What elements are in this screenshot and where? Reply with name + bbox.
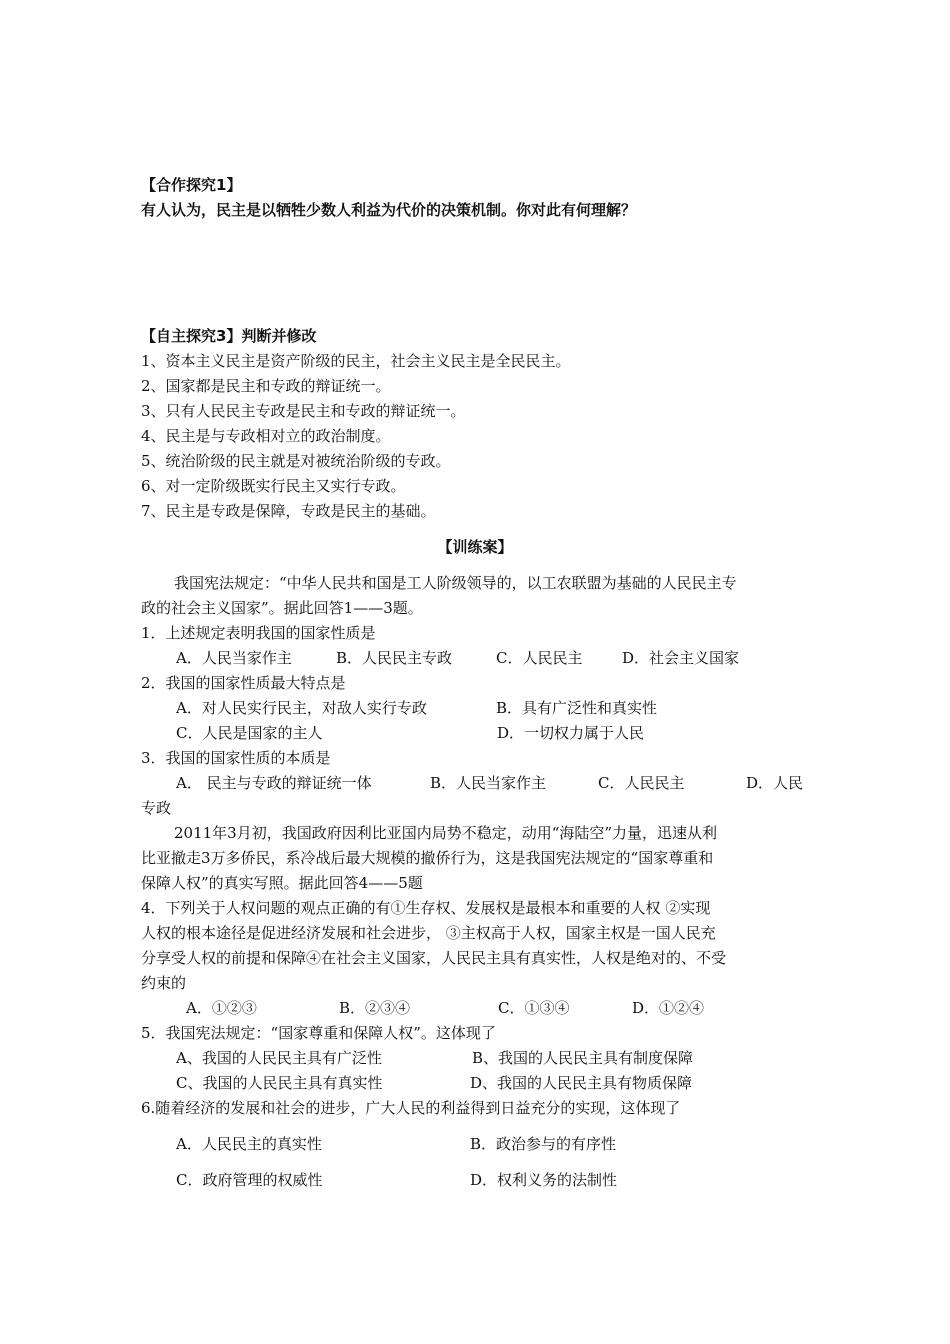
q4-stem-line: 约束的	[141, 974, 187, 992]
q6-stem: 6.随着经济的发展和社会的进步，广大人民的利益得到日益充分的实现，这体现了	[141, 1099, 681, 1117]
q1-option-a: A．人民当家作主	[176, 649, 292, 667]
self-heading: 【自主探究3】判断并修改	[141, 327, 317, 345]
q4-stem-line: 4．下列关于人权问题的观点正确的有①生存权、发展权是最根本和重要的人权 ②实现	[141, 899, 711, 917]
q2-option-d: D．一切权力属于人民	[497, 724, 645, 742]
q2-option-a: A．对人民实行民主，对敌人实行专政	[176, 699, 427, 717]
coop-question: 有人认为，民主是以牺牲少数人利益为代价的决策机制。你对此有何理解？	[141, 201, 637, 219]
q3-option-a: A． 民主与专政的辩证统一体	[176, 774, 372, 792]
intro2-line: 2011年3月初，我国政府因利比亚国内局势不稳定，动用“海陆空”力量，迅速从利	[174, 824, 718, 842]
q5-stem: 5．我国宪法规定：“国家尊重和保障人权”。这体现了	[141, 1024, 496, 1042]
q3-wrap: 专政	[141, 799, 172, 817]
self-item: 6、对一定阶级既实行民主又实行专政。	[141, 477, 406, 495]
q4-option-b: B．②③④	[339, 999, 411, 1017]
training-title: 【训练案】	[437, 538, 513, 556]
q5-option-a: A、我国的人民民主具有广泛性	[176, 1049, 382, 1067]
intro2-line: 保障人权”的真实写照。据此回答4——5题	[141, 874, 423, 892]
q1-stem: 1．上述规定表明我国的国家性质是	[141, 624, 376, 642]
self-item: 1、资本主义民主是资产阶级的民主，社会主义民主是全民民主。	[141, 352, 571, 370]
self-item: 4、民主是与专政相对立的政治制度。	[141, 427, 391, 445]
intro1-line: 我国宪法规定：“中华人民共和国是工人阶级领导的，以工农联盟为基础的人民民主专	[174, 574, 737, 592]
q4-stem-line: 人权的根本途径是促进经济发展和社会进步， ③主权高于人权，国家主权是一国人民充	[141, 924, 716, 942]
q6-option-b: B．政治参与的有序性	[470, 1135, 617, 1153]
self-item: 3、只有人民民主专政是民主和专政的辩证统一。	[141, 402, 466, 420]
q2-option-c: C．人民是国家的主人	[176, 724, 323, 742]
q4-option-c: C．①③④	[498, 999, 570, 1017]
q5-option-c: C、我国的人民民主具有真实性	[176, 1074, 383, 1092]
q4-option-a: A．①②③	[186, 999, 257, 1017]
q4-stem-line: 分享受人权的前提和保障④在社会主义国家，人民民主具有真实性，人权是绝对的、不受	[141, 949, 727, 967]
q5-option-b: B、我国的人民民主具有制度保障	[472, 1049, 694, 1067]
self-item: 2、国家都是民主和专政的辩证统一。	[141, 377, 391, 395]
q3-stem: 3．我国的国家性质的本质是	[141, 749, 331, 767]
intro1-line: 政的社会主义国家”。据此回答1——3题。	[141, 599, 423, 617]
q6-option-a: A．人民民主的真实性	[176, 1135, 322, 1153]
q2-stem: 2．我国的国家性质最大特点是	[141, 674, 346, 692]
q5-option-d: D、我国的人民民主具有物质保障	[470, 1074, 693, 1092]
q6-option-c: C．政府管理的权威性	[176, 1171, 323, 1189]
q4-option-d: D．①②④	[632, 999, 705, 1017]
q1-option-c: C．人民民主	[496, 649, 583, 667]
q1-option-b: B．人民民主专政	[336, 649, 453, 667]
q3-option-b: B．人民当家作主	[430, 774, 547, 792]
intro2-line: 比亚撤走3万多侨民，系冷战后最大规模的撤侨行为，这是我国宪法规定的“国家尊重和	[141, 849, 714, 867]
q6-option-d: D．权利义务的法制性	[470, 1171, 618, 1189]
self-item: 5、统治阶级的民主就是对被统治阶级的专政。	[141, 452, 451, 470]
q3-option-d: D．人民	[746, 774, 804, 792]
q3-option-c: C．人民民主	[598, 774, 685, 792]
coop-heading: 【合作探究1】	[141, 176, 242, 194]
self-item: 7、民主是专政是保障，专政是民主的基础。	[141, 502, 436, 520]
q1-option-d: D．社会主义国家	[622, 649, 740, 667]
q2-option-b: B．具有广泛性和真实性	[496, 699, 658, 717]
